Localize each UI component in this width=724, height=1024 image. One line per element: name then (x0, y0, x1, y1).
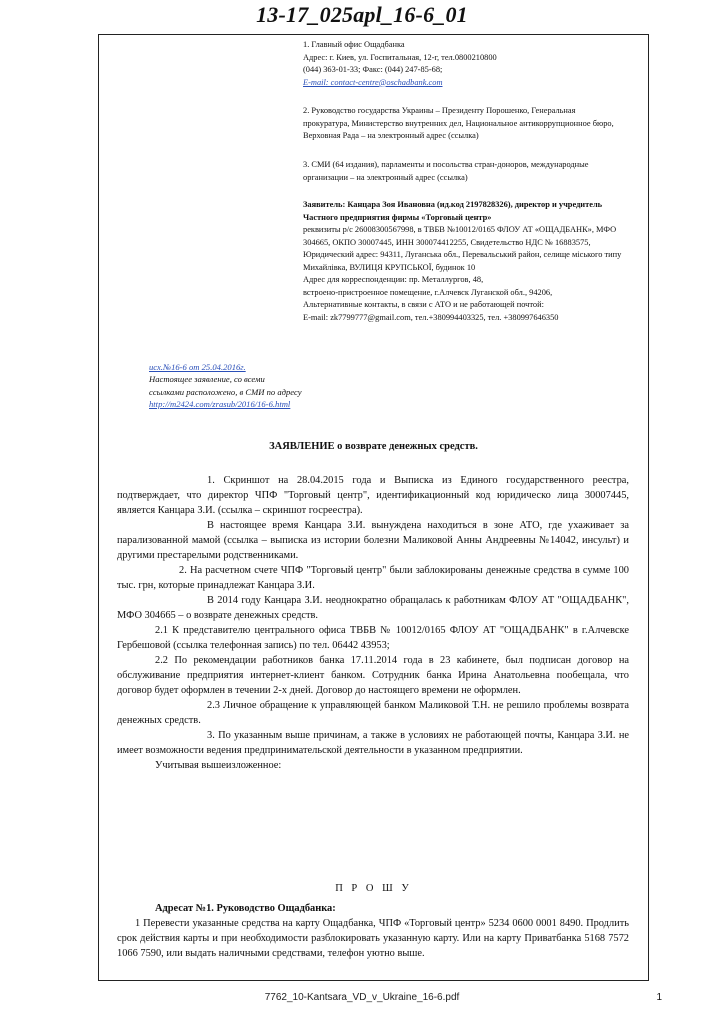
addressee-1-heading: Адресат №1. Руководство Ощадбанка: (155, 903, 336, 914)
body-paragraph: 1. Скриншот на 28.04.2015 года и Выписка из Единого государственного реестра, подтверждает, что директор ЧПФ "Торговый центр", идентификационный код юридическо лица 30007445, является Канцара З.И. (ссылка – скриншот госреестра). (117, 475, 629, 516)
reference-line: Настоящее заявление, со всеми (149, 374, 265, 385)
addressee-block-2 (303, 105, 623, 143)
body-paragraph: 2.3 Личное обращение к управляющей банком Маликовой Т.Н. не решило проблемы возврата денежных средств. (117, 700, 629, 726)
request-section (117, 901, 629, 961)
request-paragraph: 1 Перевести указанные средства на карту Ощадбанка, ЧПФ «Торговый центр» 5234 0600 0001 8490. Продлить срок действия карты и при необходимости разблокировать указанную карту. Или на карту Приватбанка 5168 7572 1066 7590, или выдать наличными средствами, телефон уютно выше. (117, 918, 629, 959)
body-paragraph: 2.1 К представителю центрального офиса ТВБВ № 10012/0165 ФЛОУ АТ "ОЩАДБАНК" в г.Алчевске Гербешовой (ссылка телефонная запись) по тел. 06442 43953; (117, 625, 629, 651)
addressee-block-1 (303, 39, 623, 89)
body-paragraph: 2.2 По рекомендации работников банка 17.11.2014 года в 23 кабинете, был подписан договор на обслуживание предприятия интернет-клиент банком. Сотрудник банка Ирина Анатольевна пообещала, что договор будет оформлен в течении 2-х дней. Договор до настоящего времени не оформлен. (117, 655, 629, 696)
applicant-block (303, 199, 623, 324)
body-paragraph: В настоящее время Канцара З.И. вынуждена находиться в зоне АТО, где ухаживает за парализованной мамой (ссылка – выписка из истории болезни Маликовой Анны Андреевны №14042, инсульт) и другими престарелыми родственниками. (117, 520, 629, 561)
document-body (117, 473, 629, 773)
applicant-line: Юридический адрес: 94311, Луганська обл., Перевальський район, селище міського типу Михайлівка, ВУЛИЦЯ КРУПСЬКОЇ, будинок 10 (303, 250, 622, 272)
header-title: 13-17_025apl_16-6_01 (256, 2, 468, 27)
reference-number-link[interactable]: исх.№16-6 от 25.04.2016г. (149, 362, 246, 372)
request-heading: П Р О Ш У (335, 883, 412, 894)
addressee-line: 3. СМИ (64 издания), парламенты и посольства стран-доноров, международные организации – на электронный адрес (ссылка) (303, 160, 589, 182)
reference-line: ссылками расположено, в СМИ по адресу (149, 386, 302, 397)
addressee-line: Адрес: г. Киев, ул. Госпитальная, 12-г, тел.0800210800 (303, 52, 497, 62)
addressee-line: 2. Руководство государства Украины – Президенту Порошенко, Генеральная прокуратура, Министерство внутренних дел, Национальное антикоррупционное бюро, Верховная Рада – на электронный адрес (ссылка) (303, 106, 614, 140)
body-paragraph: В 2014 году Канцара З.И. неоднократно обращалась к работникам ФЛОУ АТ "ОЩАДБАНК", МФО 304665 – о возврате денежных средств. (117, 595, 629, 621)
applicant-line: Альтернативные контакты, в связи с АТО и не работающей почтой: (303, 300, 544, 309)
applicant-line: встроено-пристроенное помещение, г.Алчевск Луганской обл., 94206, (303, 287, 553, 297)
body-paragraph: 3. По указанным выше причинам, а также в условиях не работающей почты, Канцара З.И. не имеет возможности ведения предпринимательской деятельности в указанном предприятии. (117, 730, 629, 756)
applicant-line: реквизиты р/с 26008300567998, в ТВБВ №10012/0165 ФЛОУ АТ «ОЩАДБАНК», МФО 304665, ОКПО 30007445, ИНН 300074412255, Свидетельство НДС № 16883575, (303, 225, 617, 247)
reference-block (149, 361, 349, 410)
applicant-line: Адрес для корреспонденции: пр. Металлургов, 48, (303, 275, 484, 284)
addressee-line: 1. Главный офис Ощадбанка (303, 40, 405, 49)
document-page (98, 34, 649, 981)
footer-filename: 7762_10-Kantsara_VD_v_Ukraine_16-6.pdf (264, 992, 460, 1003)
addressee-block-3 (303, 159, 623, 184)
body-paragraph: 2. На расчетном счете ЧПФ "Торговый центр" были заблокированы денежные средства в сумме 100 тыс. грн, которые принадлежат Канцара З.И. (117, 565, 629, 591)
reference-url-link[interactable]: http://m2424.com/zrasub/2016/16-6.html (149, 398, 291, 409)
footer-page-number: 1 (656, 992, 662, 1003)
applicant-name: Заявитель: Канцара Зоя Ивановна (ид.код 2197828326), директор и учредитель Частного предприятия фирмы «Торговый центр» (303, 200, 603, 222)
body-paragraph: Учитывая вышеизложенное: (155, 760, 282, 771)
addressee-line: (044) 363-01-33; Факс: (044) 247-85-68; (303, 65, 443, 74)
addressee-email-link[interactable]: E-mail: contact-centre@oschadbank.com (303, 77, 443, 87)
document-title: ЗАЯВЛЕНИЕ о возврате денежных средств. (269, 441, 478, 452)
applicant-contacts: E-mail: zk7799777@gmail.com, тел.+380994403325, тел. +380997646350 (303, 312, 559, 322)
